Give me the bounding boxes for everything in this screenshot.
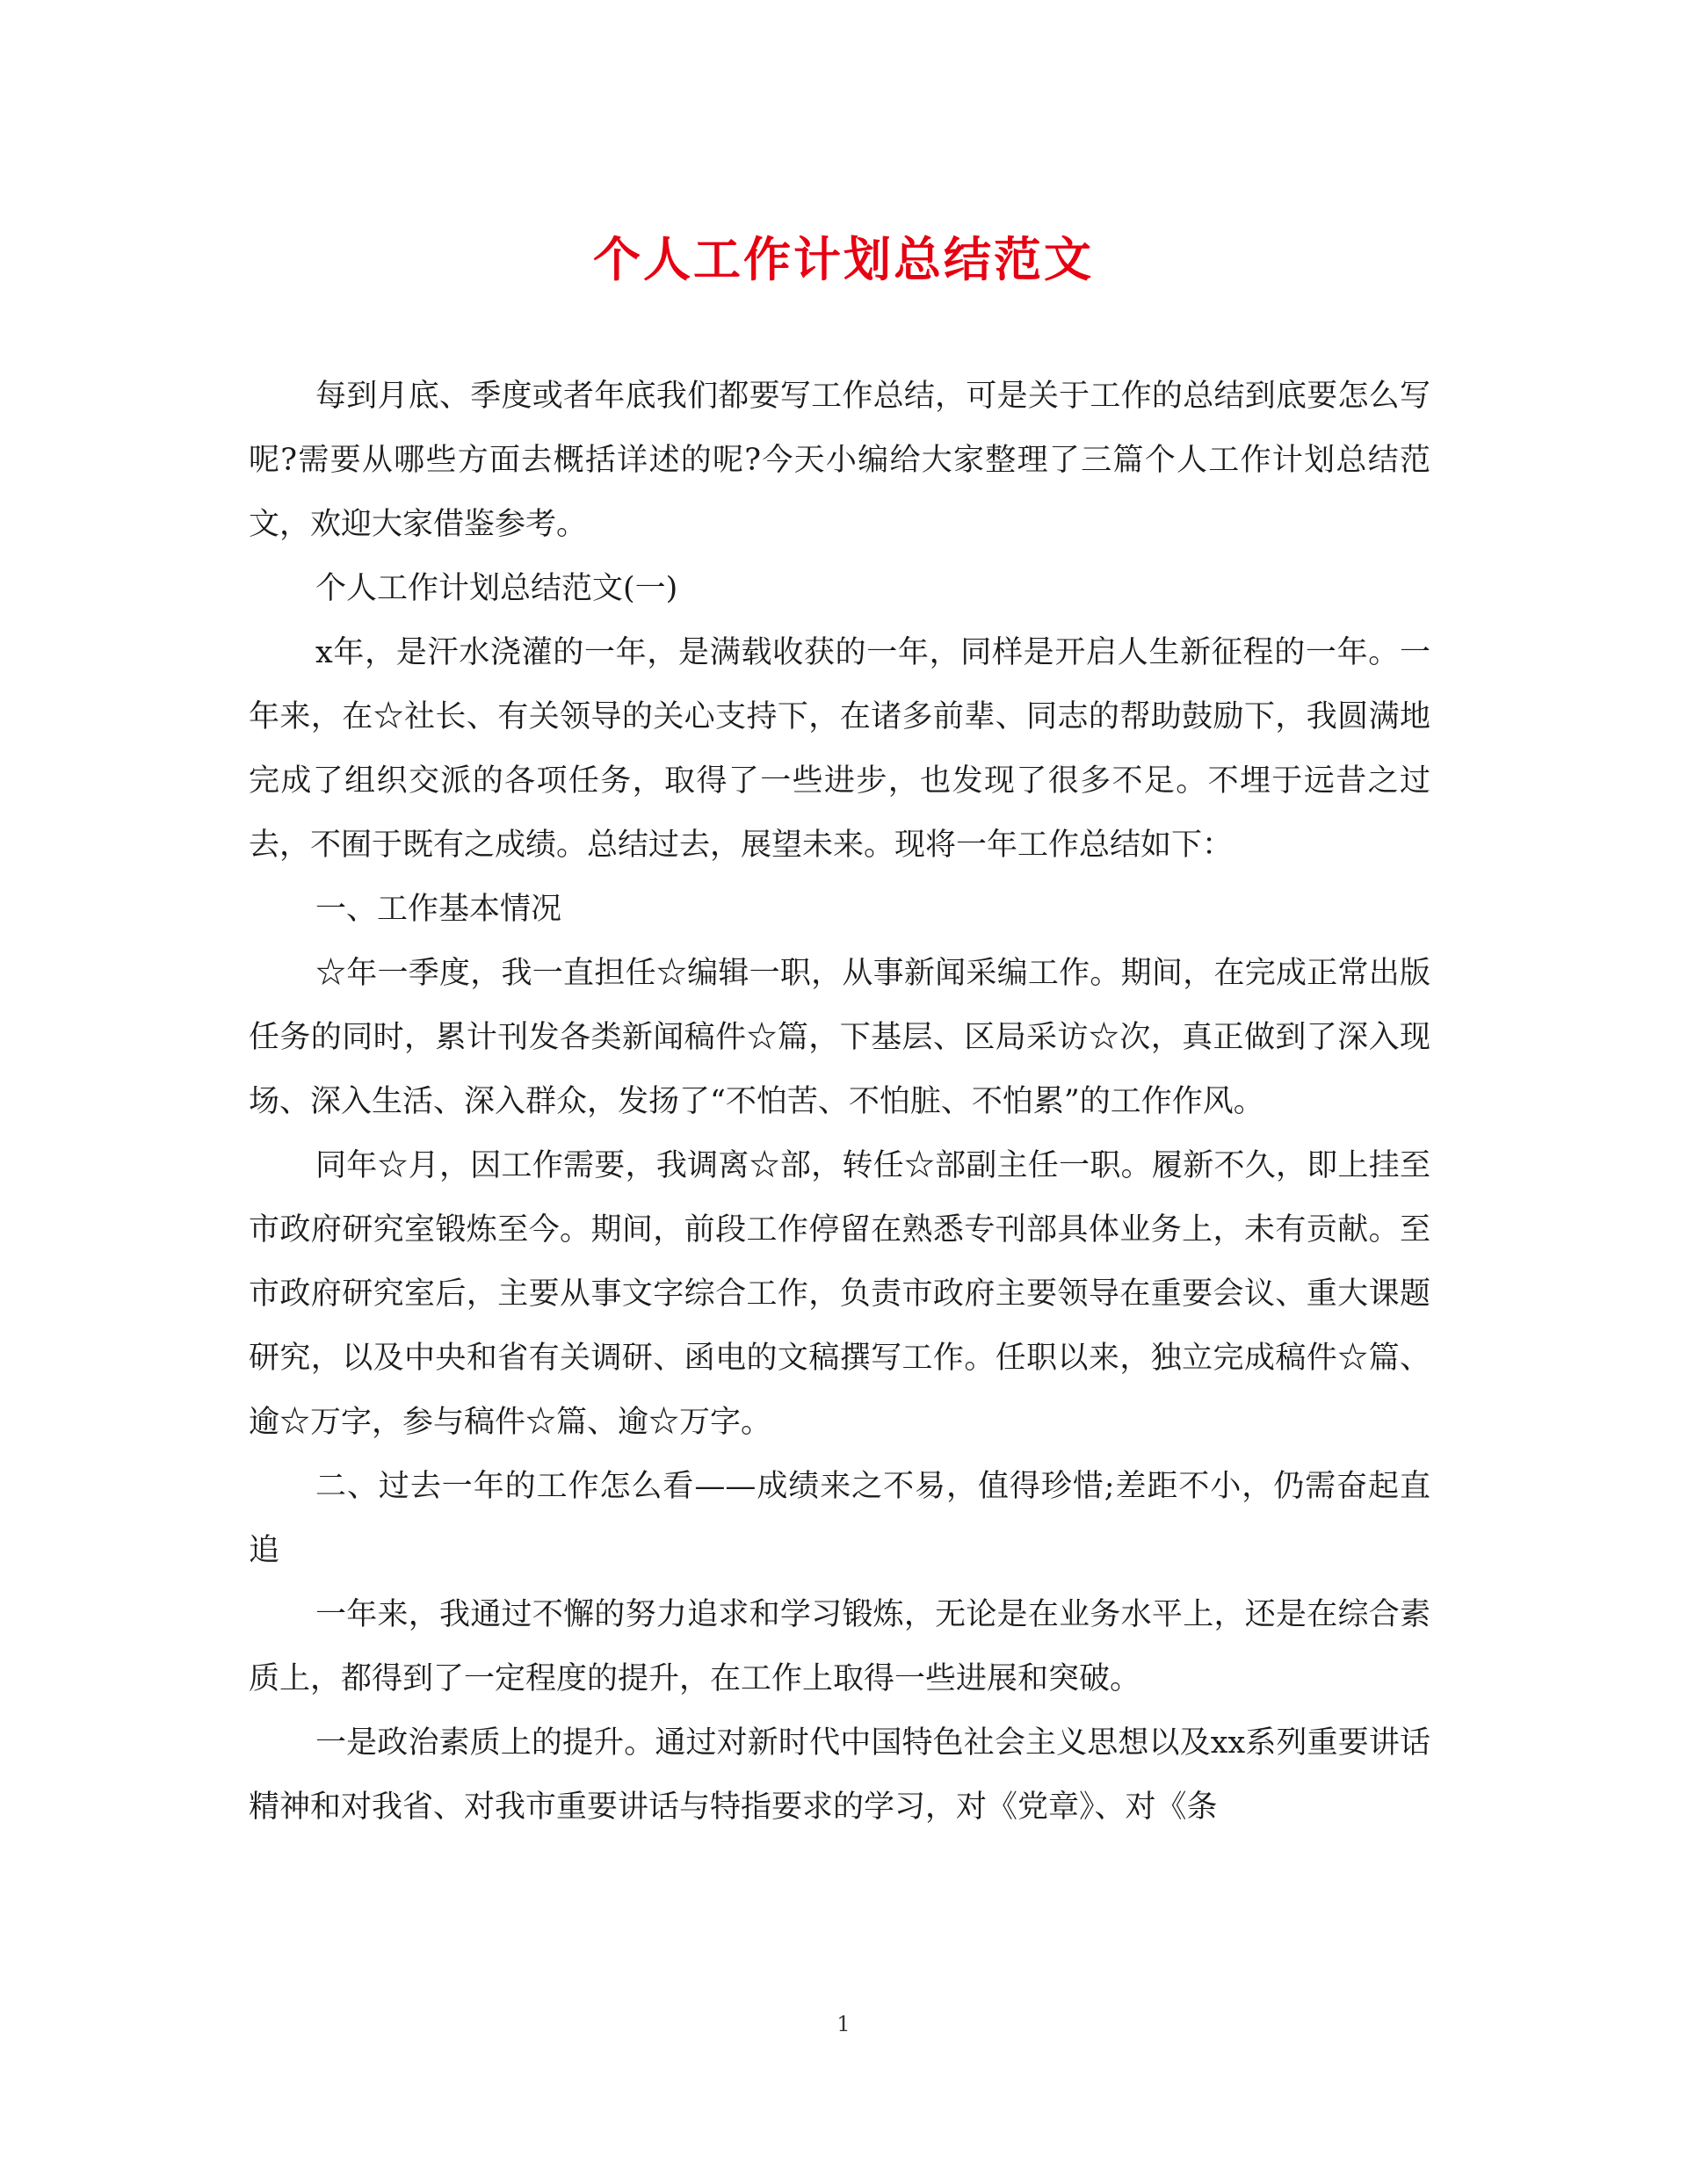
page-number: 1 (836, 2012, 851, 2036)
section-heading-past-year: 二、过去一年的工作怎么看——成绩来之不易，值得珍惜;差距不小，仍需奋起直追 (249, 1469, 1430, 1568)
paragraph-political-quality: 一是政治素质上的提升。通过对新时代中国特色社会主义思想以及xx系列重要讲话精神和对我省、对我市重要讲话与特指要求的学习，对《党章》、对《条 (249, 1725, 1430, 1825)
section-heading-basic-situation: 一、工作基本情况 (315, 892, 562, 927)
section-heading-sample-one: 个人工作计划总结范文(一) (315, 571, 678, 606)
paragraph-transfer: 同年☆月，因工作需要，我调离☆部，转任☆部副主任一职。履新不久，即上挂至市政府研究室锻炼至今。期间，前段工作停留在熟悉专刊部具体业务上，未有贡献。至市政府研究室后，主要从事文字综合工作，负责市政府主要领导在重要会议、重大课题研究，以及中央和省有关调研、函电的文稿撰写工作。任职以来，独立完成稿件☆篇、逾☆万字，参与稿件☆篇、逾☆万字。 (249, 1148, 1430, 1440)
document-body (249, 365, 1430, 1840)
paragraph-progress: 一年来，我通过不懈的努力追求和学习锻炼，无论是在业务水平上，还是在综合素质上，都得到了一定程度的提升，在工作上取得一些进展和突破。 (249, 1597, 1430, 1696)
paragraph-intro: 每到月底、季度或者年底我们都要写工作总结，可是关于工作的总结到底要怎么写呢?需要从哪些方面去概括详述的呢?今天小编给大家整理了三篇个人工作计划总结范文，欢迎大家借鉴参考。 (249, 379, 1430, 542)
paragraph-year-review: x年，是汗水浇灌的一年，是满载收获的一年，同样是开启人生新征程的一年。一年来，在☆社长、有关领导的关心支持下，在诸多前辈、同志的帮助鼓励下，我圆满地完成了组织交派的各项任务，取得了一些进步，也发现了很多不足。不埋于远昔之过去，不囿于既有之成绩。总结过去，展望未来。现将一年工作总结如下： (249, 635, 1430, 863)
document-title: 个人工作计划总结范文 (593, 231, 1094, 287)
paragraph-editor-work: ☆年一季度，我一直担任☆编辑一职，从事新闻采编工作。期间，在完成正常出版任务的同时，累计刊发各类新闻稿件☆篇，下基层、区局采访☆次，真正做到了深入现场、深入生活、深入群众，发扬了“不怕苦、不怕脏、不怕累”的工作作风。 (249, 956, 1430, 1119)
